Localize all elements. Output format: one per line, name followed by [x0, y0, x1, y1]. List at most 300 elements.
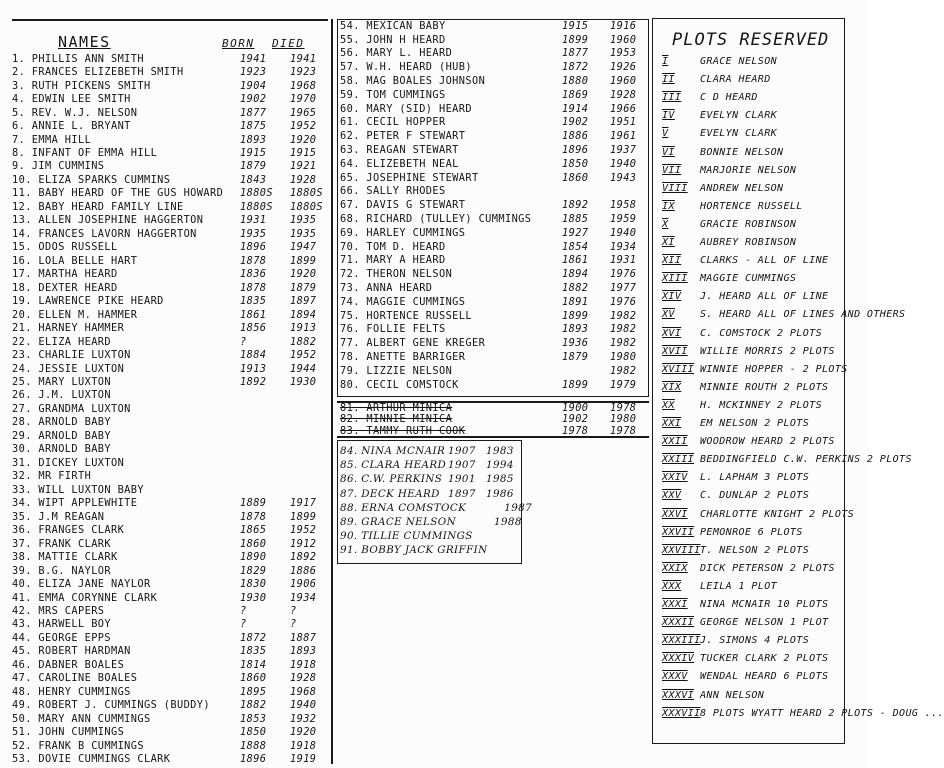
burial-row: [340, 487, 520, 501]
plot-holder: C. COMSTOCK 2 PLOTS: [700, 327, 822, 339]
burial-name: 55. JOHN H HEARD: [340, 33, 446, 46]
death-year: 1988: [494, 516, 522, 529]
death-year: 1928: [610, 88, 637, 101]
birth-year: 1886: [562, 130, 589, 143]
plot-holder: GRACE NELSON: [700, 56, 778, 67]
plot-numeral: XXVIII: [662, 544, 701, 556]
birth-year: 1856: [240, 322, 267, 335]
burial-row: [340, 529, 520, 543]
burial-row: [12, 591, 328, 604]
burial-name: 6. ANNIE L. BRYANT: [12, 120, 131, 133]
birth-year: 1875: [240, 120, 267, 133]
plot-holder: H. MCKINNEY 2 PLOTS: [700, 399, 822, 411]
plot-holder: J. SIMONS 4 PLOTS: [700, 635, 810, 647]
death-year: 1947: [290, 241, 317, 254]
death-year: 1930: [290, 376, 317, 388]
burial-name: 1. PHILLIS ANN SMITH: [12, 52, 144, 65]
burial-row: [12, 241, 328, 254]
death-year: 1917: [290, 497, 317, 510]
burial-row: [12, 321, 328, 334]
burial-name: 22. ELIZA HEARD: [12, 335, 111, 348]
birth-year: 1899: [562, 378, 589, 391]
burial-name: 35. J.M REAGAN: [12, 510, 105, 523]
plot-row: [662, 125, 842, 142]
born-header: BORN: [222, 37, 255, 50]
death-year: 1940: [290, 699, 317, 712]
burial-row: [340, 336, 646, 350]
burial-row: [12, 348, 328, 361]
birth-year: 1902: [562, 413, 589, 426]
burial-row: [340, 185, 646, 199]
birth-year: 1892: [240, 376, 267, 388]
burial-row: [12, 416, 328, 429]
plot-holder: HORTENCE RUSSELL: [700, 200, 803, 212]
plot-holder: MAGGIE CUMMINGS: [700, 273, 797, 285]
burial-row: [340, 458, 520, 472]
plot-numeral: IX: [662, 200, 675, 212]
death-year: 1994: [486, 459, 514, 472]
birth-year: 1894: [562, 268, 589, 281]
burial-row: [340, 74, 646, 88]
burial-name: 37. FRANK CLARK: [12, 537, 111, 550]
death-year: 1976: [610, 295, 637, 308]
plot-row: [662, 361, 848, 378]
burial-name: 4. EDWIN LEE SMITH: [12, 93, 131, 106]
birth-year: 1836: [240, 268, 267, 281]
birth-year: 1889: [240, 497, 267, 510]
died-header: DIED: [272, 37, 305, 50]
plot-holder: NINA MCNAIR 10 PLOTS: [700, 599, 829, 610]
plot-holder: LEILA 1 PLOT: [700, 580, 778, 592]
birth-year: 1880: [562, 75, 589, 88]
plot-numeral: XXXV: [662, 671, 688, 683]
plot-numeral: XIV: [662, 291, 682, 303]
plot-row: [662, 705, 944, 722]
burial-name: 38. MATTIE CLARK: [12, 551, 118, 564]
burial-name: 62. PETER F STEWART: [340, 130, 466, 143]
birth-year: 1830: [240, 578, 267, 591]
death-year: 1892: [290, 551, 317, 564]
plot-row: [662, 379, 842, 396]
burial-row: [12, 699, 328, 712]
plot-numeral: V: [662, 128, 669, 140]
plot-row: [662, 650, 842, 667]
plot-holder: CHARLOTTE KNIGHT 2 PLOTS: [700, 508, 855, 520]
birth-year: 1861: [562, 254, 589, 267]
burial-name: 47. CAROLINE BOALES: [12, 672, 138, 685]
plot-numeral: XXIII: [662, 454, 695, 466]
burial-row: [340, 425, 646, 437]
plot-numeral: XVII: [662, 345, 688, 357]
burial-row: [340, 88, 646, 102]
burial-row: [12, 79, 328, 92]
death-year: 1937: [610, 144, 637, 157]
burial-name: 18. DEXTER HEARD: [12, 281, 118, 294]
plot-row: [662, 596, 842, 613]
birth-year: 1891: [562, 295, 589, 308]
plot-numeral: VI: [662, 146, 675, 158]
birth-year: 1931: [240, 214, 267, 227]
birth-year: 1899: [562, 309, 589, 322]
plot-holder: MARJORIE NELSON: [700, 164, 797, 176]
burial-name: 77. ALBERT GENE KREGER: [340, 337, 486, 350]
burial-row: [340, 240, 646, 254]
burial-row: [340, 171, 646, 185]
death-year: 1943: [610, 171, 637, 184]
death-year: 1983: [486, 445, 514, 458]
burial-row: [12, 483, 328, 496]
plot-row: [662, 397, 842, 414]
plot-holder: C D HEARD: [700, 92, 758, 104]
burial-row: [340, 60, 646, 74]
death-year: 1913: [290, 322, 317, 335]
burial-row: [12, 429, 328, 442]
plot-row: [662, 71, 842, 88]
plot-holder: PEMONROE 6 PLOTS: [700, 526, 803, 538]
birth-year: 1915: [240, 147, 267, 160]
plot-numeral: XXII: [662, 436, 688, 448]
birth-year: 1978: [562, 424, 589, 437]
burial-row: [12, 227, 328, 240]
burial-name: 33. WILL LUXTON BABY: [12, 483, 144, 496]
burial-name: 72. THERON NELSON: [340, 268, 453, 281]
burial-name: 78. ANETTE BARRIGER: [340, 351, 466, 364]
burial-row: [12, 254, 328, 267]
death-year: 1887: [290, 631, 317, 644]
burial-row: [12, 685, 328, 698]
birth-year: 1935: [240, 227, 267, 240]
burial-name: 60. MARY (SID) HEARD: [340, 102, 472, 115]
death-year: 1960: [610, 33, 637, 46]
birth-year: 1835: [240, 295, 267, 308]
death-year: 1934: [610, 240, 637, 253]
plot-numeral: XXVII: [662, 526, 695, 538]
burial-name: 32. MR FIRTH: [12, 470, 92, 483]
birth-year: 1892: [562, 199, 589, 212]
burial-row: [12, 523, 328, 536]
birth-year: 1890: [240, 551, 267, 564]
burial-row: [12, 604, 328, 617]
plot-row: [662, 433, 842, 450]
plot-holder: WENDAL HEARD 6 PLOTS: [700, 671, 829, 683]
burial-row: [12, 739, 328, 752]
burial-row: [12, 160, 328, 173]
plot-holder: T. NELSON 2 PLOTS: [700, 544, 810, 556]
plot-holder: EM NELSON 2 PLOTS: [700, 418, 810, 429]
burial-name: 23. CHARLIE LUXTON: [12, 349, 131, 362]
death-year: 1912: [290, 537, 317, 550]
burial-row: [12, 577, 328, 590]
burial-row: [340, 19, 646, 33]
death-year: 1935: [290, 227, 317, 240]
burial-row: [340, 281, 646, 295]
burial-row: [340, 143, 646, 157]
burial-name: 65. JOSEPHINE STEWART: [340, 171, 479, 184]
plot-holder: S. HEARD ALL OF LINES AND OTHERS: [700, 309, 906, 321]
burial-name: 5. REV. W.J. NELSON: [12, 106, 138, 119]
burial-name: 30. ARNOLD BABY: [12, 443, 111, 456]
plot-numeral: VIII: [662, 182, 688, 194]
death-year: 1920: [290, 726, 317, 739]
burial-name: 73. ANNA HEARD: [340, 282, 433, 295]
plot-row: [662, 325, 842, 342]
burial-row: [12, 362, 328, 375]
birth-year: 1880S: [240, 187, 273, 200]
burial-name: 40. ELIZA JANE NAYLOR: [12, 578, 151, 591]
burial-name: 89. GRACE NELSON: [340, 516, 457, 529]
birth-year: 1902: [240, 93, 267, 106]
burial-name: 2. FRANCES ELIZEBETH SMITH: [12, 66, 184, 79]
burial-row: [12, 375, 328, 388]
birth-year: 1907: [448, 445, 476, 458]
death-year: 1880S: [290, 187, 323, 200]
burial-name: 51. JOHN CUMMINGS: [12, 726, 125, 739]
death-year: 1940: [610, 157, 637, 170]
death-year: 1970: [290, 93, 317, 106]
plot-numeral: XII: [662, 255, 682, 267]
plot-numeral: XX: [662, 399, 675, 411]
birth-year: 1893: [562, 323, 589, 336]
death-year: 1978: [610, 401, 637, 414]
burial-row: [12, 402, 328, 415]
plot-holder: CLARA HEARD: [700, 74, 771, 86]
death-year: 1940: [610, 226, 637, 239]
plot-holder: TUCKER CLARK 2 PLOTS: [700, 653, 829, 665]
plot-numeral: XIX: [662, 381, 682, 393]
death-year: 1920: [290, 268, 317, 281]
birth-year: 1884: [240, 349, 267, 362]
birth-year: 1879: [562, 351, 589, 364]
plot-holder: WOODROW HEARD 2 PLOTS: [700, 436, 835, 448]
death-year: 1919: [290, 753, 317, 766]
plot-holder: J. HEARD ALL OF LINE: [700, 291, 829, 303]
birth-year: 1941: [240, 52, 267, 65]
burial-row: [340, 515, 520, 529]
burial-name: 34. WIPT APPLEWHITE: [12, 497, 138, 510]
burial-name: 3. RUTH PICKENS SMITH: [12, 79, 151, 92]
plot-holder: GEORGE NELSON 1 PLOT: [700, 617, 829, 629]
burial-row: [12, 187, 328, 200]
plot-row: [662, 144, 842, 161]
burial-name: 43. HARWELL BOY: [12, 618, 111, 631]
burial-row: [340, 309, 646, 323]
death-year: 1918: [290, 658, 317, 671]
birth-year: 1895: [240, 685, 267, 698]
names-header: NAMES: [58, 33, 111, 51]
burial-name: 14. FRANCES LAVORN HAGGERTON: [12, 227, 197, 240]
birth-year: 1901: [448, 473, 476, 486]
burial-row: [12, 443, 328, 456]
burial-name: 59. TOM CUMMINGS: [340, 88, 446, 101]
burial-name: 75. HORTENCE RUSSELL: [340, 309, 472, 322]
plot-numeral: XXXVII: [662, 707, 701, 719]
birth-year: 1915: [562, 19, 589, 32]
burial-row: [12, 470, 328, 483]
birth-year: 1880S: [240, 200, 273, 213]
plot-holder: EVELYN CLARK: [700, 128, 778, 140]
burial-name: 56. MARY L. HEARD: [340, 47, 453, 60]
burial-name: 44. GEORGE EPPS: [12, 631, 111, 644]
death-year: 1980: [610, 413, 637, 426]
top-rule: [12, 19, 328, 21]
birth-year: 1860: [240, 672, 267, 685]
plot-numeral: II: [662, 74, 675, 86]
burial-name: 67. DAVIS G STEWART: [340, 199, 466, 212]
burial-name: 10. ELIZA SPARKS CUMMINS: [12, 173, 171, 186]
plot-numeral: XXX: [662, 580, 682, 592]
plot-holder: WINNIE HOPPER - 2 PLOTS: [700, 363, 848, 375]
birth-year: 1896: [240, 241, 267, 254]
plot-holder: BEDDINGFIELD C.W. PERKINS 2 PLOTS: [700, 454, 912, 466]
plot-numeral: XVI: [662, 327, 682, 339]
burial-row: [12, 618, 328, 631]
plots-reserved-title: PLOTS RESERVED: [672, 30, 830, 50]
birth-year: 1882: [240, 699, 267, 712]
plot-row: [662, 668, 842, 685]
birth-year: 1899: [562, 33, 589, 46]
plot-row: [662, 252, 842, 269]
burial-row: [12, 335, 328, 348]
burial-name: 17. MARTHA HEARD: [12, 268, 118, 281]
burial-row: [12, 456, 328, 469]
death-year: 1951: [610, 116, 637, 129]
burial-name: 58. MAG BOALES JOHNSON: [340, 75, 486, 88]
burial-row: [340, 501, 533, 515]
plot-row: [662, 234, 842, 251]
birth-year: 1888: [240, 739, 267, 752]
birth-year: 1872: [240, 631, 267, 644]
burial-row: [340, 267, 646, 281]
burial-name: 66. SALLY RHODES: [340, 185, 446, 198]
birth-year: 1850: [240, 726, 267, 739]
burial-name: 87. DECK HEARD: [340, 487, 440, 500]
plot-row: [662, 288, 842, 305]
plot-holder: C. DUNLAP 2 PLOTS: [700, 490, 810, 502]
burial-name: 86. C.W. PERKINS: [340, 473, 443, 486]
burial-name: 69. HARLEY CUMMINGS: [340, 226, 466, 239]
burial-name: 50. MARY ANN CUMMINGS: [12, 712, 151, 725]
plot-numeral: XXXVI: [662, 689, 695, 701]
burial-name: 24. JESSIE LUXTON: [12, 362, 125, 375]
death-year: 1952: [290, 349, 317, 362]
burial-name: 68. RICHARD (TULLEY) CUMMINGS: [340, 213, 532, 226]
burial-name: 8. INFANT OF EMMA HILL: [12, 147, 158, 160]
plot-numeral: VII: [662, 164, 682, 176]
death-year: 1931: [610, 254, 637, 267]
plot-row: [662, 542, 842, 559]
plot-row: [662, 469, 842, 486]
birth-year: 1843: [240, 173, 267, 186]
burial-row: [12, 281, 328, 294]
plot-numeral: XXXII: [662, 617, 695, 629]
burial-row: [12, 645, 328, 658]
birth-year: 1878: [240, 510, 267, 523]
burial-name: 85. CLARA HEARD: [340, 459, 447, 472]
burial-row: [340, 33, 646, 47]
birth-year: 1877: [562, 47, 589, 60]
burial-name: 84. NINA MCNAIR: [340, 445, 446, 458]
burial-name: 79. LIZZIE NELSON: [340, 364, 453, 377]
plot-row: [662, 216, 842, 233]
burial-name: 26. J.M. LUXTON: [12, 389, 111, 402]
birth-year: 1861: [240, 308, 267, 321]
birth-year: 1853: [240, 712, 267, 725]
birth-year: 1879: [240, 160, 267, 173]
birth-year: 1869: [562, 88, 589, 101]
death-year: 1915: [290, 147, 317, 160]
burial-name: 42. MRS CAPERS: [12, 605, 105, 617]
birth-year: 1877: [240, 106, 267, 119]
birth-year: 1860: [240, 537, 267, 550]
death-year: 1928: [290, 173, 317, 186]
death-year: 1961: [610, 130, 637, 143]
burial-row: [12, 497, 328, 510]
plot-numeral: IV: [662, 110, 675, 122]
burial-name: 57. W.H. HEARD (HUB): [340, 61, 472, 74]
plot-numeral: XXIX: [662, 562, 688, 574]
birth-year: 1904: [240, 79, 267, 92]
death-year: 1897: [290, 295, 317, 308]
plot-numeral: XXIV: [662, 472, 688, 484]
birth-year: ?: [240, 605, 247, 617]
burial-row: [340, 364, 646, 378]
plot-row: [662, 560, 842, 577]
burial-row: [340, 102, 646, 116]
burial-row: [340, 378, 646, 392]
birth-year: 1896: [562, 144, 589, 157]
plot-numeral: XI: [662, 237, 675, 248]
plot-holder: AUBREY ROBINSON: [700, 237, 797, 248]
death-year: ?: [290, 605, 297, 617]
plot-holder: DICK PETERSON 2 PLOTS: [700, 562, 835, 574]
death-year: 1916: [610, 19, 637, 32]
death-year: 1959: [610, 213, 637, 226]
burial-name: 29. ARNOLD BABY: [12, 429, 111, 442]
burial-row: [340, 198, 646, 212]
burial-name: 90. TILLIE CUMMINGS: [340, 530, 473, 543]
death-year: 1921: [290, 160, 317, 173]
plot-numeral: XXV: [662, 490, 682, 502]
burial-name: 91. BOBBY JACK GRIFFIN: [340, 544, 488, 557]
burial-row: [12, 726, 328, 739]
birth-year: 1835: [240, 645, 267, 658]
death-year: 1906: [290, 578, 317, 591]
death-year: 1879: [290, 281, 317, 294]
plot-holder: MINNIE ROUTH 2 PLOTS: [700, 381, 829, 393]
burial-name: 31. DICKEY LUXTON: [12, 456, 125, 469]
death-year: 1941: [290, 52, 317, 65]
burial-name: 39. B.G. NAYLOR: [12, 564, 111, 577]
burial-name: 76. FOLLIE FELTS: [340, 323, 446, 336]
burial-row: [340, 116, 646, 130]
burial-row: [12, 537, 328, 550]
death-year: 1880S: [290, 200, 323, 213]
death-year: 1982: [610, 364, 637, 377]
death-year: 1982: [610, 337, 637, 350]
burial-row: [340, 226, 646, 240]
death-year: 1952: [290, 120, 317, 133]
death-year: 1882: [290, 335, 317, 348]
burial-name: 20. ELLEN M. HAMMER: [12, 308, 138, 321]
plot-holder: ANDREW NELSON: [700, 182, 784, 194]
birth-year: 1829: [240, 564, 267, 577]
burial-name: 12. BABY HEARD FAMILY LINE: [12, 200, 184, 213]
death-year: 1960: [610, 75, 637, 88]
death-year: 1958: [610, 199, 637, 212]
birth-year: 1893: [240, 133, 267, 146]
burial-row: [340, 350, 646, 364]
death-year: 1980: [610, 351, 637, 364]
